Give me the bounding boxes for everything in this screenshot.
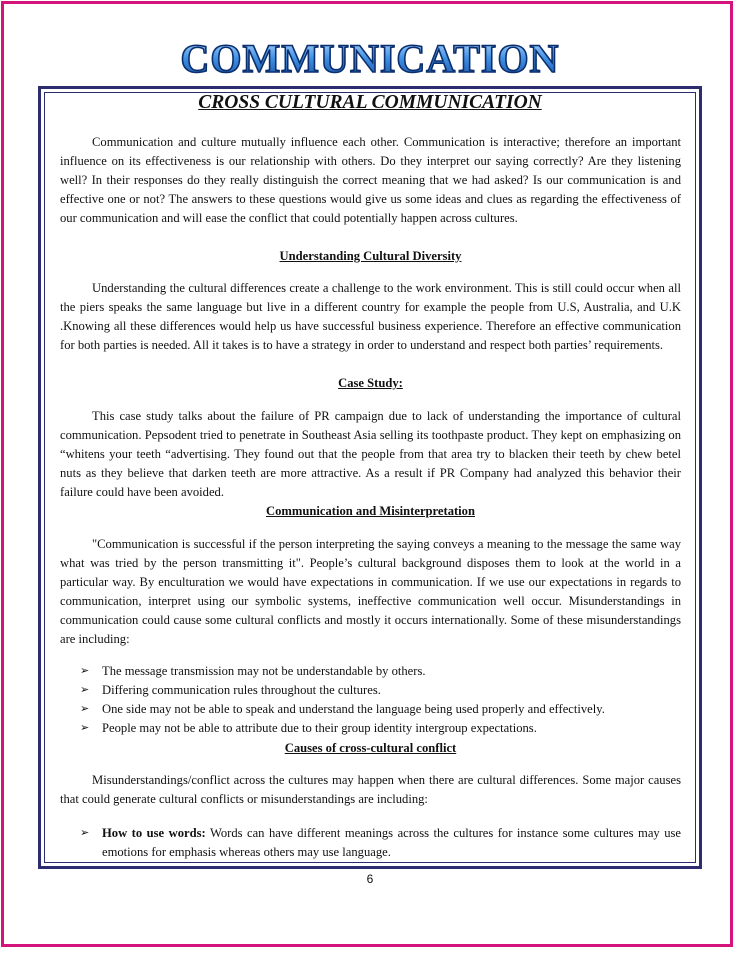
arrow-bullet-icon: ➢ xyxy=(80,721,90,734)
arrow-bullet-icon: ➢ xyxy=(80,665,90,677)
heading-causes-cross-cultural-conflict: Causes of cross-cultural conflict xyxy=(284,741,457,755)
list-item: ➢ Differing communication rules throughout the cultures. xyxy=(60,681,681,700)
heading-understanding-cultural-diversity: Understanding Cultural Diversity xyxy=(279,249,462,263)
logo-text: COMMUNICATION xyxy=(180,36,560,81)
arrow-bullet-icon: ➢ xyxy=(80,683,90,696)
list-item: ➢ People may not be able to attribute due to their group identity intergroup expectations. xyxy=(60,719,681,738)
list-item: ➢ One side may not be able to speak and understand the language being used properly and effectively. xyxy=(60,700,681,719)
paragraph-causes: Misunderstandings/conflict across the cultures may happen when there are cultural differences. Some major causes that could generate cultural conflicts or misunderstandings are including: xyxy=(60,773,681,806)
document-title: CROSS CULTURAL COMMUNICATION xyxy=(198,92,542,113)
arrow-bullet-icon: ➢ xyxy=(80,827,90,839)
heading-communication-misinterpretation: Communication and Misinterpretation xyxy=(266,504,475,518)
list-item: ➢ How to use words: Words can have different meanings across the cultures for instance some cultures may use emotions for emphasis whereas others may use language. xyxy=(80,826,681,859)
misunderstandings-list xyxy=(60,662,681,738)
arrow-bullet-icon: ➢ xyxy=(80,702,90,715)
communication-wordart-logo xyxy=(180,34,560,82)
paragraph-cultural-diversity: Understanding the cultural differences create a challenge to the work environment. This is still could occur when all the piers speaks the same language but live in a different country for example the people from U.S, Australia, and U.K .Knowing all these differences would help us have successful business experience. Therefore an effective communication for both parties is needed. All it takes is to have a strategy in order to understand and respect both parties’ requirements. xyxy=(60,281,681,352)
list-item: ➢ The message transmission may not be understandable by others. xyxy=(60,662,681,681)
paragraph-misinterpretation: "Communication is successful if the person interpreting the saying conveys a meaning to the message the same way what was tried by the person transmitting it". People’s cultural background disposes them to look at the world in a particular way. By enculturation we would have expectations in communication. If we use our expectations in regards to communication, interpret using our symbolic systems, ineffective communication well occur. Misunderstandings in communication could cause some cultural conflicts and mostly it occurs internationally. Some of these misunderstandings are including: xyxy=(60,537,681,646)
heading-case-study: Case Study: xyxy=(338,376,403,390)
paragraph-case-study: This case study talks about the failure of PR campaign due to lack of understanding the importance of cultural communication. Pepsodent tried to penetrate in Southeast Asia selling its toothpaste product. They kept on emphasizing on “whitens your teeth “advertising. They found out that the people from that area try to blacken their teeth by chew betel nuts as they believe that darken teeth are more attractive. As a result if PR Company had analyzed this behavior their failure could have been avoided. xyxy=(60,409,681,499)
page-number: 6 xyxy=(366,872,374,886)
header-logo xyxy=(0,34,740,82)
causes-list xyxy=(60,824,681,862)
intro-paragraph: Communication and culture mutually influence each other. Communication is interactive; therefore an important influence on its effectiveness is our relationship with others. Do they interpret our saying correctly? Are they listening well? In their responses do they really distinguish the correct meaning that we had asked? Is our communication is and effective one or not? The answers to these questions would give us some ideas and clues as regarding the effectiveness of our communication and will ease the conflict that could potentially happen across cultures. xyxy=(60,135,681,225)
